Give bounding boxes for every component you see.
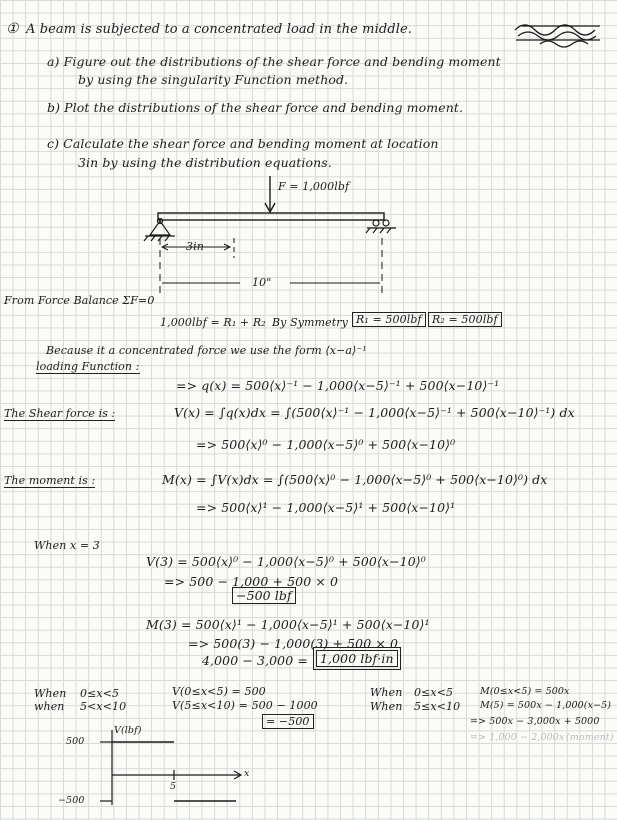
symmetry-label: By Symmetry bbox=[272, 316, 348, 329]
m-range1: M(0≤x<5) = 500x bbox=[480, 686, 570, 697]
plot-y-neg: −500 bbox=[58, 795, 85, 806]
moment-result: => 500⟨x⟩¹ − 1,000⟨x−5⟩¹ + 500⟨x−10⟩¹ bbox=[196, 500, 456, 515]
moment-heading: The moment is : bbox=[4, 474, 96, 487]
range1-when: When bbox=[34, 687, 67, 700]
loading-heading: loading Function : bbox=[36, 360, 140, 373]
beam bbox=[158, 213, 384, 220]
when-x3: When x = 3 bbox=[34, 539, 100, 552]
scribble-doodle bbox=[515, 25, 600, 47]
range1: 0≤x<5 bbox=[80, 687, 120, 700]
load-label: F = 1,000lbf bbox=[278, 180, 350, 193]
rrange2: 5≤x<10 bbox=[414, 700, 461, 713]
plot-x-axis: x bbox=[244, 768, 250, 779]
loading-equation: => q(x) = 500⟨x⟩⁻¹ − 1,000⟨x−5⟩⁻¹ + 500⟨x−10⟩⁻¹ bbox=[176, 378, 500, 393]
loading-note: Because it a concentrated force we use the form ⟨x−a⟩⁻¹ bbox=[46, 344, 367, 357]
m3-line2: => 500(3) − 1,000(3) + 500 × 0 bbox=[188, 636, 399, 651]
m3-line3: 4,000 − 3,000 = bbox=[202, 653, 308, 668]
problem-statement: A beam is subjected to a concentrated load in the middle. bbox=[26, 22, 412, 37]
dim-3in-label: 3in bbox=[186, 240, 204, 253]
shear-heading: The Shear force is : bbox=[4, 407, 116, 420]
shear-plot bbox=[100, 730, 241, 805]
m3-answer: 1,000 lbf·in bbox=[316, 650, 398, 667]
plot-y-pos: 500 bbox=[66, 736, 85, 747]
m3-line1: M(3) = 500⟨x⟩¹ − 1,000⟨x−5⟩¹ + 500⟨x−10⟩¹ bbox=[146, 617, 430, 632]
m-range3: => 500x − 3,000x + 5000 bbox=[470, 716, 600, 727]
part-c-line1: c) Calculate the shear force and bending moment at location bbox=[47, 136, 439, 151]
shear-equation: V(x) = ∫q(x)dx = ∫(500⟨x⟩⁻¹ − 1,000⟨x−5⟩⁻¹ + 500⟨x−10⟩⁻¹) dx bbox=[174, 405, 575, 420]
shear-result: => 500⟨x⟩⁰ − 1,000⟨x−5⟩⁰ + 500⟨x−10⟩⁰ bbox=[196, 437, 456, 452]
m-range4: => 1,000 − 2,000x bbox=[470, 732, 565, 743]
problem-number: ① bbox=[6, 21, 19, 37]
v-range2-answer: = −500 bbox=[262, 714, 314, 729]
v3-answer: −500 lbf bbox=[232, 587, 296, 604]
pin-support bbox=[144, 219, 175, 242]
rrange1: 0≤x<5 bbox=[414, 686, 454, 699]
balance-equation: 1,000lbf = R₁ + R₂ bbox=[160, 316, 266, 329]
r2-answer: R₂ = 500lbf bbox=[428, 312, 502, 327]
part-b: b) Plot the distributions of the shear force and bending moment. bbox=[47, 100, 464, 115]
moment-note: (moment) bbox=[566, 732, 614, 743]
v-range1: V(0≤x<5) = 500 bbox=[172, 685, 266, 698]
range2-when: when bbox=[34, 700, 65, 713]
load-arrow bbox=[265, 176, 275, 212]
v-range2: V(5≤x<10) = 500 − 1000 bbox=[172, 699, 318, 712]
rrange1-when: When bbox=[370, 686, 403, 699]
part-a-line1: a) Figure out the distributions of the shear force and bending moment bbox=[47, 54, 501, 69]
force-balance-line: From Force Balance ΣF=0 bbox=[4, 294, 155, 307]
part-a-line2: by using the singularity Function method. bbox=[78, 72, 349, 87]
r1-answer: R₁ = 500lbf bbox=[352, 312, 426, 327]
dim-10in-label: 10" bbox=[252, 276, 272, 289]
roller-support bbox=[366, 220, 396, 233]
plot-x-tick: 5 bbox=[170, 781, 177, 792]
plot-ylabel: V(lbf) bbox=[114, 725, 142, 736]
v3-line2: => 500 − 1,000 + 500 × 0 bbox=[164, 574, 339, 589]
range2: 5<x<10 bbox=[80, 700, 127, 713]
part-c-line2: 3in by using the distribution equations. bbox=[78, 155, 332, 170]
m-range2: M(5) = 500x − 1,000(x−5) bbox=[480, 700, 612, 711]
rrange2-when: When bbox=[370, 700, 403, 713]
moment-equation: M(x) = ∫V(x)dx = ∫(500⟨x⟩⁰ − 1,000⟨x−5⟩⁰ + 500⟨x−10⟩⁰) dx bbox=[162, 472, 548, 487]
v3-line1: V(3) = 500⟨x⟩⁰ − 1,000⟨x−5⟩⁰ + 500⟨x−10⟩⁰ bbox=[146, 554, 426, 569]
